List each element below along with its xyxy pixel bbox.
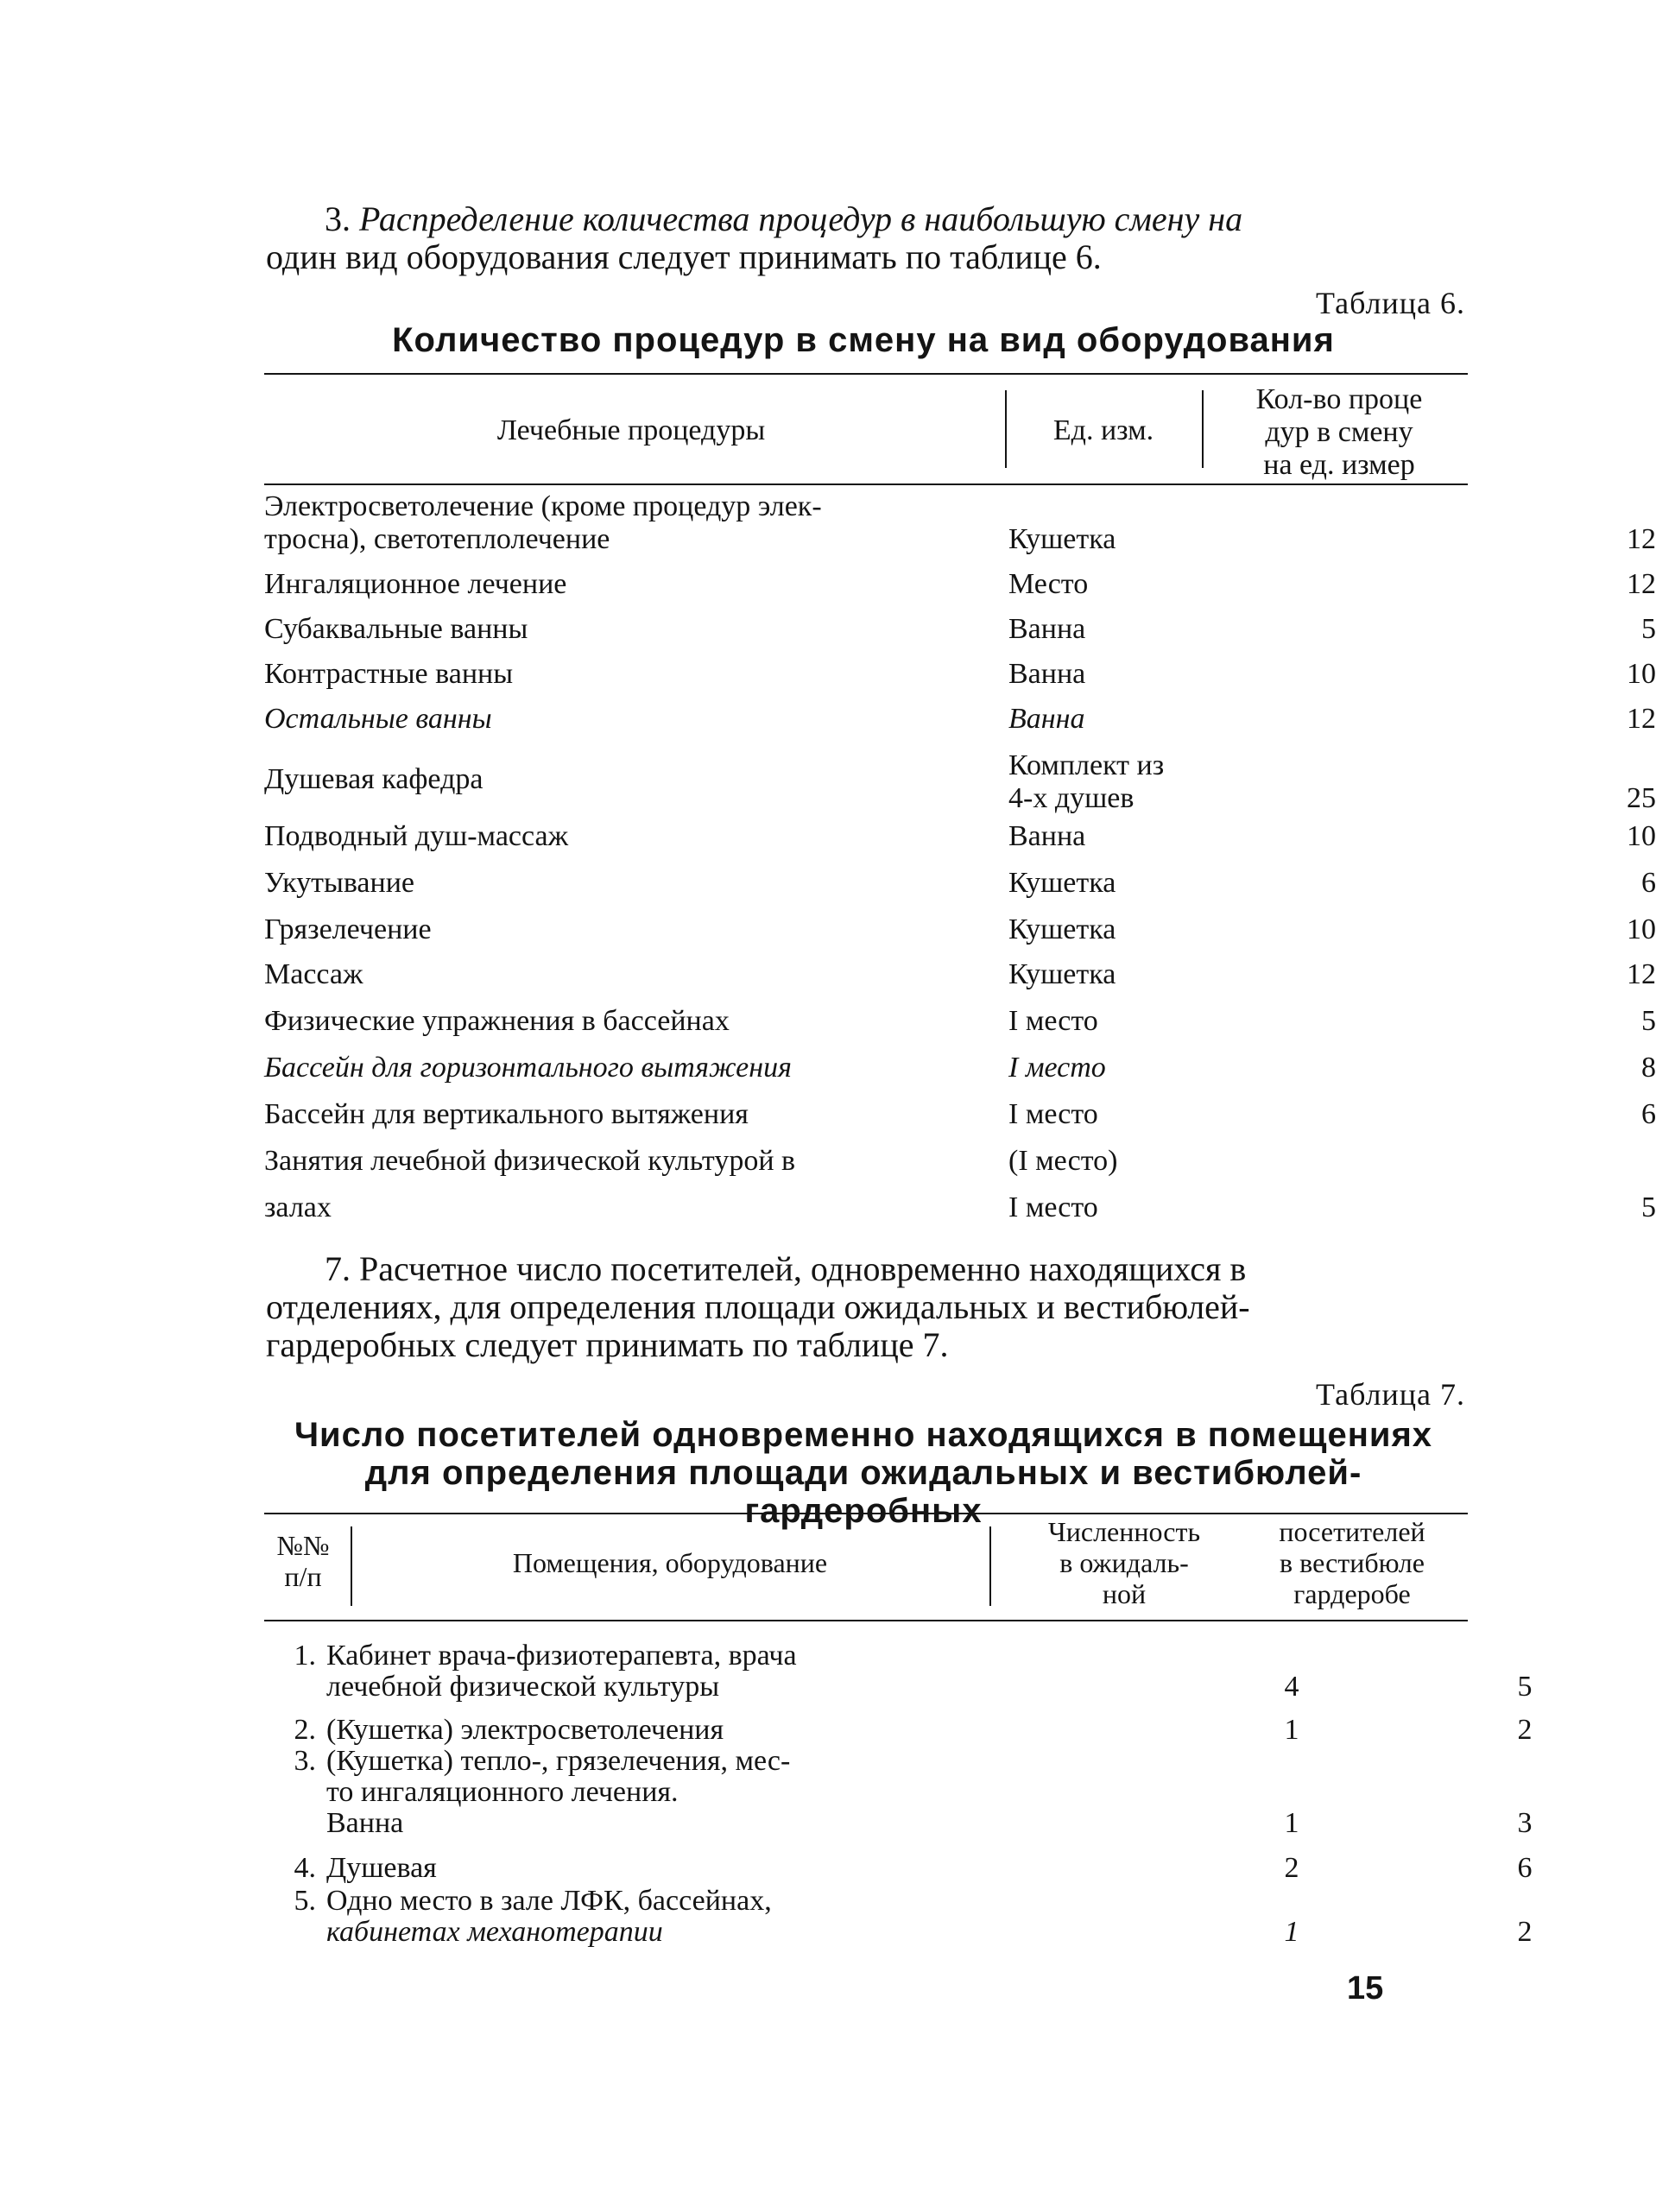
table-7-top-rule: [264, 1513, 1468, 1514]
table-6-cell-procedure: Субаквальные ванны: [264, 613, 528, 645]
table-6-cell-procedure: [264, 490, 998, 556]
section-7-line-3: гардеробных следует принимать по таблице 7.: [266, 1325, 949, 1364]
table-6-cell-unit: Ванна: [1008, 820, 1086, 852]
section-3-line-2: один вид оборудования следует принимать по таблице 6.: [266, 237, 1102, 276]
table-7-cell-vestibule: 5: [1517, 1671, 1533, 1703]
table-6-cell-unit: Кушетка: [1008, 913, 1116, 945]
table-6-cell-count: 12: [1627, 568, 1656, 600]
table-7-cell-number: 3.: [294, 1745, 316, 1777]
section-7-line-2: отделениях, для определения площади ожидальных и вестибюлей-: [266, 1287, 1250, 1326]
table-6-cell-count: 8: [1641, 1052, 1656, 1084]
table-7-cell-vestibule: 3: [1517, 1807, 1533, 1839]
table-7-title-line-2: для определения площади ожидальных и вестибюлей-гардеробных: [364, 1454, 1362, 1530]
table-6-label: Таблица 6.: [1316, 286, 1465, 320]
table-6-header-divider-1: [1005, 390, 1007, 468]
table-7-header-vestibule: [1240, 1516, 1464, 1609]
table-6-header-procedure: Лечебные процедуры: [496, 414, 766, 446]
unit-line-2: 4-х душев: [1008, 782, 1135, 814]
table-6-cell-count: 12: [1627, 523, 1656, 555]
page-number: 15: [1347, 1970, 1384, 2007]
table-6-cell-procedure: Массаж: [264, 958, 363, 990]
table-7-cell-room: (Кушетка) электросветолечения: [326, 1714, 724, 1746]
table-6-cell-unit: Ванна: [1008, 658, 1086, 690]
table-7-cell-waiting: 1: [1284, 1807, 1299, 1839]
table-7-header-room: Помещения, оборудование: [512, 1547, 828, 1578]
table-6-cell-unit: I место: [1008, 1191, 1098, 1223]
table-6-cell-procedure: Грязелечение: [264, 913, 432, 945]
table-6-cell-procedure: Бассейн для горизонтального вытяжения: [264, 1052, 792, 1084]
table-6-cell-procedure: залах: [264, 1191, 332, 1223]
table-7-cell-vestibule: 2: [1517, 1714, 1533, 1746]
room-line-1: Одно место в зале ЛФК, бассейнах,: [326, 1885, 772, 1917]
table-7-cell-number: 1.: [294, 1640, 316, 1672]
table-7-header-divider-2: [989, 1526, 991, 1606]
room-line-2: кабинетах механотерапии: [326, 1916, 663, 1948]
table-7-cell-room: [326, 1886, 1190, 1948]
procedure-line-2: тросна), светотеплолечение: [264, 523, 610, 555]
table-6-header-count-line-2: дур в смену: [1265, 416, 1413, 448]
procedure-line-1: Электросветолечение (кроме процедур элек-: [264, 490, 822, 522]
table-6-cell-count: 10: [1627, 913, 1656, 945]
table-6-cell-count: 12: [1627, 958, 1656, 990]
table-6-cell-procedure: Ингаляционное лечение: [264, 568, 567, 600]
table-7-cell-number: 5.: [294, 1885, 316, 1917]
vestibule-header-line-2: в вестибюле: [1280, 1547, 1425, 1578]
table-7-cell-room: [326, 1640, 1190, 1703]
table-6-cell-procedure: Остальные ванны: [264, 703, 492, 735]
table-7-cell-room: Душевая: [326, 1852, 437, 1884]
table-6-cell-count: 12: [1627, 703, 1656, 735]
table-7-label: Таблица 7.: [1316, 1377, 1465, 1412]
table-6-top-rule: [264, 373, 1468, 375]
vestibule-header-line-1: посетителей: [1279, 1516, 1425, 1547]
table-6-header-count-line-3: на ед. измер: [1263, 449, 1415, 481]
table-6-cell-procedure: Подводный душ-массаж: [264, 820, 569, 852]
table-6-cell-procedure: Физические упражнения в бассейнах: [264, 1005, 730, 1037]
room-line-2: то ингаляционного лечения.: [326, 1776, 679, 1808]
waiting-header-line-2: в ожидаль-: [1059, 1547, 1189, 1578]
table-6-header-count: [1210, 383, 1468, 482]
table-6-cell-unit: Кушетка: [1008, 867, 1116, 899]
table-7-cell-vestibule: 6: [1517, 1852, 1533, 1884]
table-6-cell-count: 10: [1627, 820, 1656, 852]
section-7-paragraph: [266, 1250, 1468, 1364]
section-3-italic-text: Распределение количества процедур в наибольшую смену на: [359, 199, 1243, 238]
table-6-header-divider-2: [1202, 390, 1204, 468]
table-6-cell-unit: I место: [1008, 1005, 1098, 1037]
section-3-number: 3.: [325, 199, 359, 238]
table-7-header-divider-1: [351, 1526, 352, 1606]
room-line-1: (Кушетка) тепло-, грязелечения, мес-: [326, 1745, 791, 1777]
table-7-cell-number: 2.: [294, 1714, 316, 1746]
vestibule-header-line-3: гардеробе: [1293, 1578, 1411, 1609]
table-6-cell-unit: Ванна: [1008, 703, 1085, 735]
section-7-line-1: 7. Расчетное число посетителей, одновременно находящихся в: [325, 1249, 1247, 1288]
table-6-cell-procedure: Контрастные ванны: [264, 658, 514, 690]
table-6-cell-unit: Кушетка: [1008, 523, 1116, 555]
table-6-cell-count: 5: [1641, 1005, 1656, 1037]
table-6-cell-unit: [1008, 749, 1233, 815]
table-7-header: [264, 1516, 1468, 1632]
table-6-cell-count: 6: [1641, 1098, 1656, 1130]
table-6-cell-unit: (I место): [1008, 1145, 1118, 1177]
table-6-cell-procedure: Занятия лечебной физической культурой в: [264, 1145, 796, 1177]
table-6-cell-unit: I место: [1008, 1052, 1106, 1084]
table-6-cell-unit: Кушетка: [1008, 958, 1116, 990]
number-header-line-1: №№: [276, 1530, 330, 1561]
table-7-cell-vestibule: 2: [1517, 1916, 1533, 1948]
waiting-header-line-3: ной: [1102, 1578, 1147, 1609]
table-6-cell-procedure: Душевая кафедра: [264, 763, 484, 795]
section-3-paragraph: [266, 200, 1468, 276]
table-6-cell-count: 5: [1641, 1191, 1656, 1223]
table-7-title-line-1: Число посетителей одновременно находящихся в помещениях: [294, 1416, 1433, 1454]
table-7-header-waiting: [1003, 1516, 1245, 1609]
table-6-cell-unit: I место: [1008, 1098, 1098, 1130]
number-header-line-2: п/п: [284, 1561, 322, 1592]
table-6-header: [264, 383, 1468, 496]
table-7-cell-room: [326, 1746, 1190, 1839]
table-7-cell-waiting: 1: [1284, 1916, 1299, 1948]
waiting-header-line-1: Численность: [1047, 1516, 1201, 1547]
table-6-header-count-line-1: Кол-во проце: [1255, 383, 1423, 415]
table-6-cell-count: 5: [1641, 613, 1656, 645]
table-6-cell-unit: Место: [1008, 568, 1089, 600]
table-7-cell-waiting: 4: [1284, 1671, 1299, 1703]
section-3-line-1: [266, 200, 1468, 238]
table-7-cell-number: 4.: [294, 1852, 316, 1884]
table-6-cell-procedure: Укутывание: [264, 867, 415, 899]
table-6-cell-unit: Ванна: [1008, 613, 1086, 645]
table-7-header-number: [264, 1530, 342, 1592]
room-line-1: Кабинет врача-физиотерапевта, врача: [326, 1640, 797, 1672]
table-6-header-rule: [264, 483, 1468, 485]
table-7-cell-waiting: 2: [1284, 1852, 1299, 1884]
table-6-cell-count: 10: [1627, 658, 1656, 690]
table-7-header-rule: [264, 1620, 1468, 1621]
room-line-3: Ванна: [326, 1807, 404, 1839]
unit-line-1: Комплект из: [1008, 749, 1165, 781]
table-6-cell-count: 6: [1641, 867, 1656, 899]
table-7-cell-waiting: 1: [1284, 1714, 1299, 1746]
table-6-header-unit: Ед. изм.: [1052, 414, 1154, 446]
table-6-title: Количество процедур в смену на вид оборудования: [392, 321, 1335, 359]
room-line-2: лечебной физической культуры: [326, 1671, 720, 1703]
table-6-cell-procedure: Бассейн для вертикального вытяжения: [264, 1098, 749, 1130]
table-6-cell-count: 25: [1627, 782, 1656, 814]
